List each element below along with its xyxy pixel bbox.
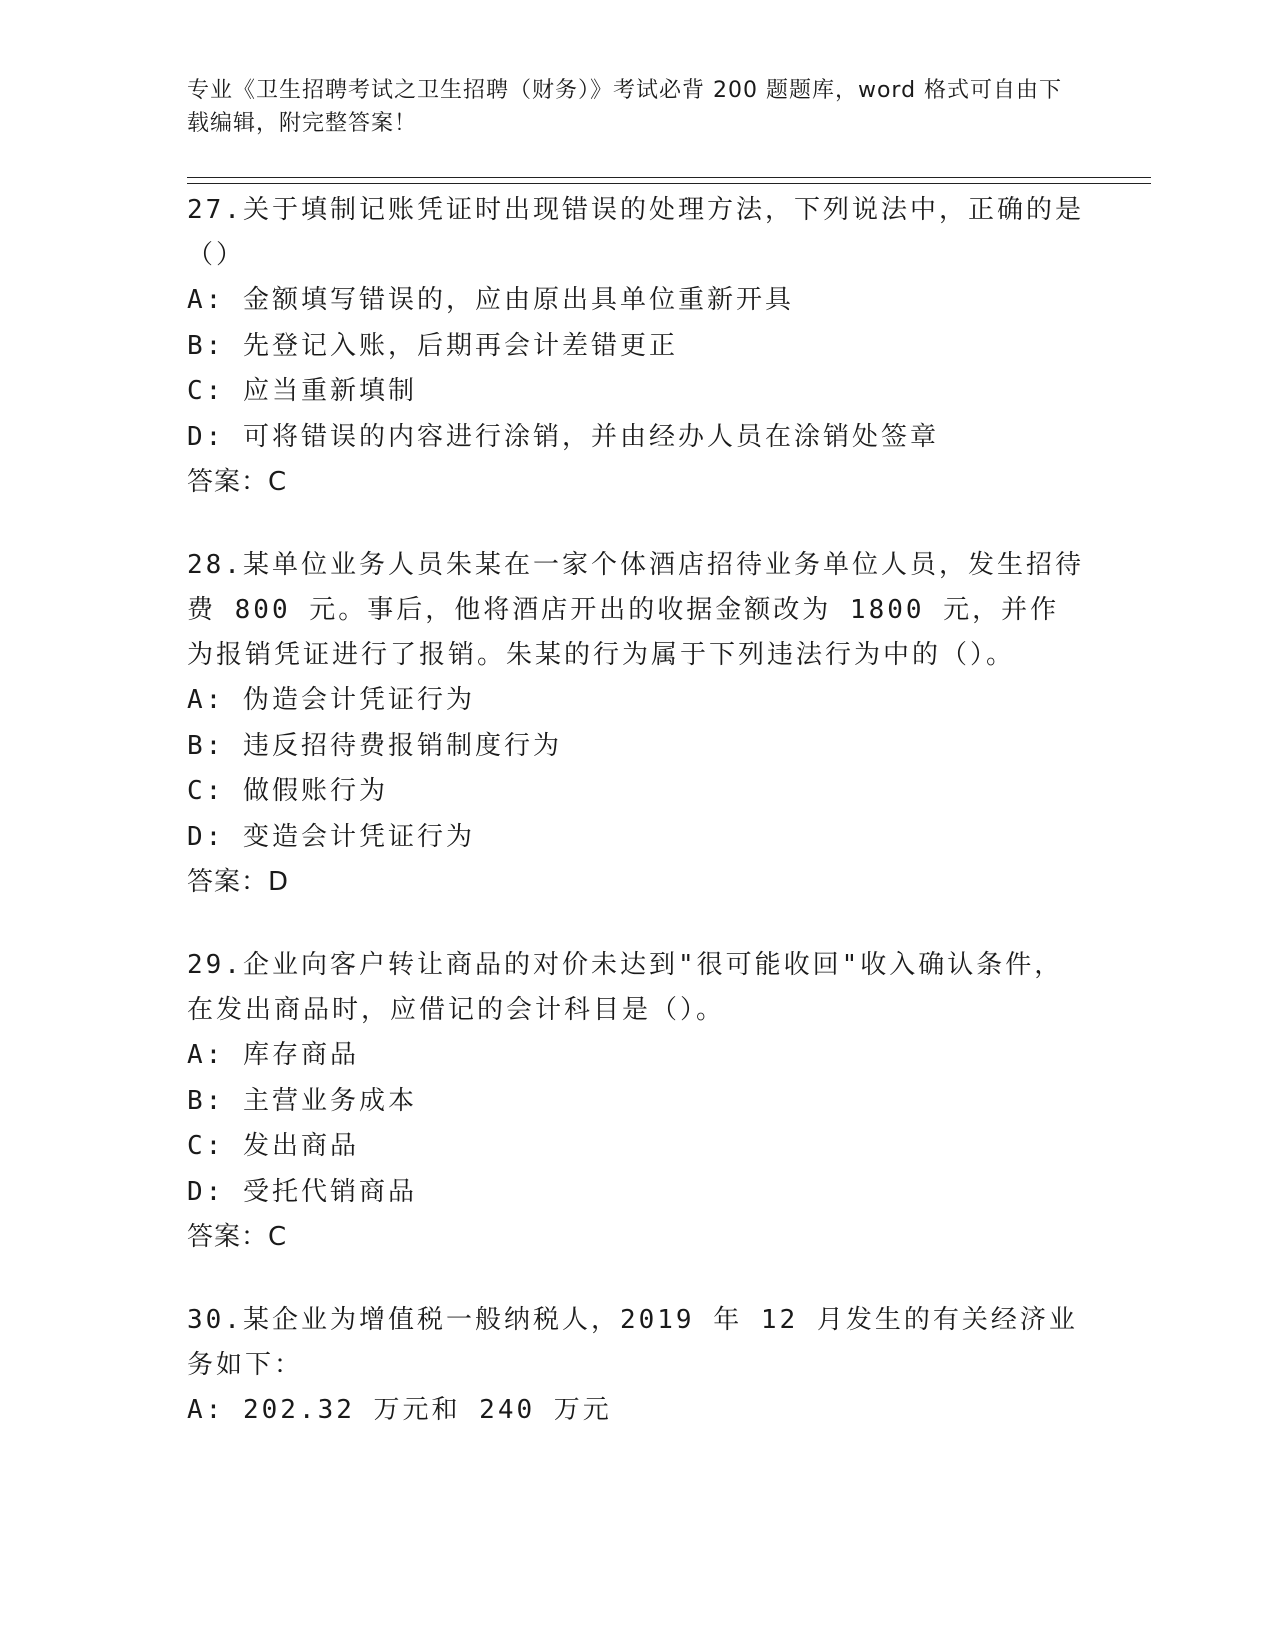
question-stem: 30.某企业为增值税一般纳税人，2019 年 12 月发生的有关经济业务如下： — [187, 1305, 1078, 1380]
option-b: B: 主营业务成本 — [187, 1085, 417, 1116]
question-28 — [187, 543, 1087, 905]
answer-text: 答案：C — [187, 1222, 288, 1252]
answer-text: 答案：D — [187, 867, 290, 897]
option-d: D: 受托代销商品 — [187, 1176, 417, 1207]
option-b: B: 先登记入账，后期再会计差错更正 — [187, 330, 678, 361]
answer-text: 答案：C — [187, 467, 288, 497]
option-d: D: 可将错误的内容进行涂销，并由经办人员在涂销处签章 — [187, 421, 939, 452]
option-a: A: 库存商品 — [187, 1040, 359, 1070]
question-30 — [187, 1298, 1087, 1434]
question-stem: 28.某单位业务人员朱某在一家个体酒店招待业务单位人员，发生招待费 800 元。事后，他将酒店开出的收据金额改为 1800 元，并作为报销凭证进行了报销。朱某的行为属于下列违法行为中的（）。 — [187, 550, 1084, 670]
header-divider-top — [187, 177, 1151, 178]
question-list — [187, 188, 1087, 1472]
option-d: D: 变造会计凭证行为 — [187, 821, 475, 852]
option-c: C: 做假账行为 — [187, 776, 388, 806]
option-a: A: 伪造会计凭证行为 — [187, 685, 475, 715]
option-a: A: 202.32 万元和 240 万元 — [187, 1395, 612, 1425]
option-a: A: 金额填写错误的，应由原出具单位重新开具 — [187, 285, 794, 315]
question-29 — [187, 943, 1087, 1260]
document-header: 专业《卫生招聘考试之卫生招聘（财务）》考试必背 200 题题库，word 格式可自由下载编辑，附完整答案！ — [187, 78, 1063, 136]
option-c: C: 应当重新填制 — [187, 376, 417, 406]
option-b: B: 违反招待费报销制度行为 — [187, 730, 562, 761]
question-27 — [187, 188, 1087, 505]
question-stem: 29.企业向客户转让商品的对价未达到"很可能收回"收入确认条件，在发出商品时，应借记的会计科目是（）。 — [187, 950, 1064, 1025]
header-divider-bottom — [187, 183, 1151, 184]
option-c: C: 发出商品 — [187, 1131, 359, 1161]
question-stem: 27.关于填制记账凭证时出现错误的处理方法，下列说法中，正确的是（） — [187, 195, 1084, 270]
